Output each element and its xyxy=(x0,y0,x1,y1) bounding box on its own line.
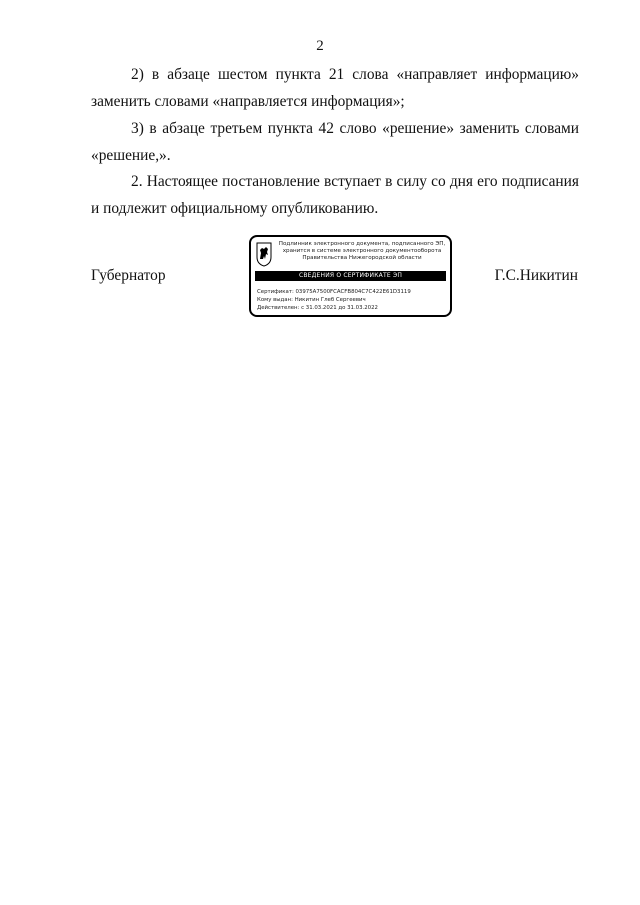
paragraph-3 xyxy=(91,169,579,222)
paragraph-3-line-1: 2. Настоящее постановление вступает в силу со дня его подписания xyxy=(131,173,579,190)
validity-label: Действителен: xyxy=(257,305,300,311)
certificate-value: 03975A7500FCACFB804C7C422E61D3119 xyxy=(295,289,411,295)
issued-to-label: Кому выдан: xyxy=(257,297,293,303)
signatory-title: Губернатор xyxy=(91,267,166,284)
paragraph-3-line-2: и подлежит официальному опубликованию. xyxy=(91,199,379,217)
issued-to-row xyxy=(257,296,411,304)
stamp-details xyxy=(257,288,411,312)
paragraph-2-line-1: 3) в абзаце третьем пункта 42 слово «решение» заменить словами xyxy=(131,120,579,137)
issued-to-value: Никитин Глеб Сергеевич xyxy=(294,297,366,303)
paragraph-1-line-1: 2) в абзаце шестом пункта 21 слова «направляет информацию» xyxy=(131,66,579,83)
electronic-signature-stamp xyxy=(249,235,452,317)
signatory-name: Г.С.Никитин xyxy=(494,267,578,284)
validity-row xyxy=(257,304,411,312)
paragraph-2 xyxy=(91,116,579,169)
paragraph-1-line-2: заменить словами «направляется информация»; xyxy=(91,92,405,110)
paragraph-1 xyxy=(91,62,579,115)
certificate-row xyxy=(257,288,411,296)
stamp-header-line-2: хранится в системе электронного документооборота xyxy=(282,248,442,255)
page-number: 2 xyxy=(316,38,324,54)
stamp-certificate-bar: СВЕДЕНИЯ О СЕРТИФИКАТЕ ЭП xyxy=(255,271,446,281)
stamp-header xyxy=(275,241,449,263)
validity-value: с 31.03.2021 до 31.03.2022 xyxy=(301,305,378,311)
paragraph-2-line-2: «решение,». xyxy=(91,146,171,164)
coat-of-arms-icon xyxy=(256,242,272,267)
stamp-header-line-3: Правительства Нижегородской области xyxy=(302,255,422,262)
certificate-label: Сертификат: xyxy=(257,289,294,295)
stamp-header-line-1: Подлинник электронного документа, подписанного ЭП, xyxy=(278,241,446,247)
